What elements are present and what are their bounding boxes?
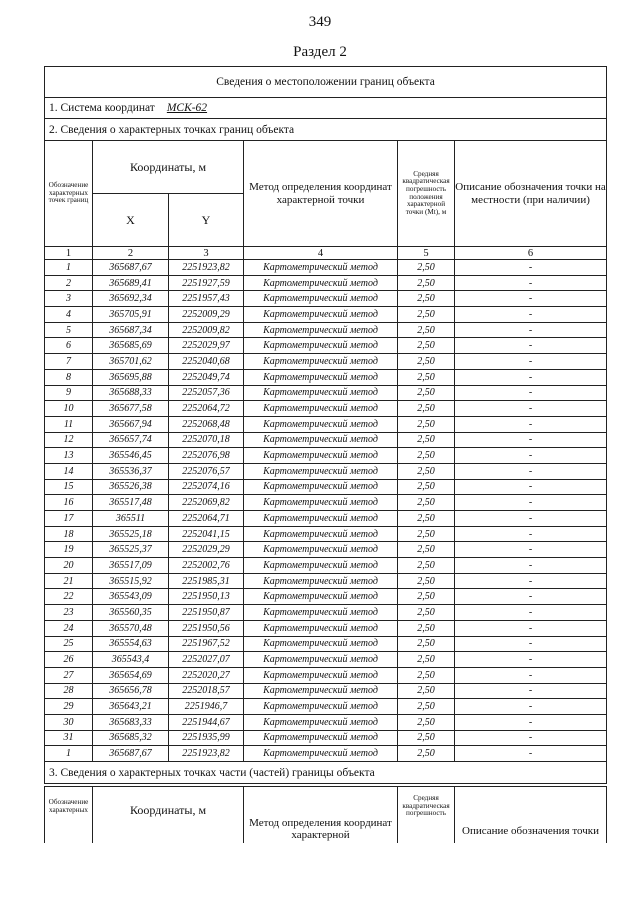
error-cell: 2,50 — [398, 667, 455, 683]
description-cell: - — [455, 463, 607, 479]
description-cell: - — [455, 714, 607, 730]
point-number-cell: 20 — [45, 558, 93, 574]
table-row — [45, 354, 607, 370]
x-coordinate-cell: 365525,18 — [93, 526, 169, 542]
point-number-cell: 5 — [45, 322, 93, 338]
coord-system-label: 1. Система координат — [49, 102, 155, 114]
error-cell: 2,50 — [398, 511, 455, 527]
table-row — [45, 401, 607, 417]
error-cell: 2,50 — [398, 683, 455, 699]
header-coordinates: Координаты, м — [93, 141, 244, 194]
description-cell: - — [455, 432, 607, 448]
description-cell: - — [455, 667, 607, 683]
table-row — [45, 558, 607, 574]
x-coordinate-cell: 365517,09 — [93, 558, 169, 574]
point-number-cell: 9 — [45, 385, 93, 401]
method-cell: Картометрический метод — [244, 354, 398, 370]
x-coordinate-cell: 365554,63 — [93, 636, 169, 652]
coord-system-row — [45, 98, 607, 119]
y-coordinate-cell: 2252068,48 — [169, 416, 244, 432]
table-row — [45, 511, 607, 527]
description-cell: - — [455, 260, 607, 276]
y-coordinate-cell: 2251950,56 — [169, 620, 244, 636]
point-number-cell: 19 — [45, 542, 93, 558]
method-cell: Картометрический метод — [244, 573, 398, 589]
y-coordinate-cell: 2251923,82 — [169, 260, 244, 276]
point-number-cell: 15 — [45, 479, 93, 495]
column-number: 6 — [455, 247, 607, 260]
table-row — [45, 746, 607, 762]
column-numbers-row — [45, 247, 607, 260]
point-number-cell: 23 — [45, 605, 93, 621]
description-cell: - — [455, 589, 607, 605]
point-number-cell: 16 — [45, 495, 93, 511]
column-number: 5 — [398, 247, 455, 260]
x-coordinate-cell: 365688,33 — [93, 385, 169, 401]
point-number-cell: 21 — [45, 573, 93, 589]
x-coordinate-cell: 365546,45 — [93, 448, 169, 464]
point-number-cell: 1 — [45, 746, 93, 762]
description-cell: - — [455, 291, 607, 307]
points-section-title: 2. Сведения о характерных точках границ объекта — [45, 119, 607, 141]
error-cell: 2,50 — [398, 385, 455, 401]
x-coordinate-cell: 365689,41 — [93, 275, 169, 291]
table-row — [45, 699, 607, 715]
description-cell: - — [455, 652, 607, 668]
parts-header-method: Метод определения координат характерной — [244, 787, 398, 843]
y-coordinate-cell: 2252041,15 — [169, 526, 244, 542]
method-cell: Картометрический метод — [244, 260, 398, 276]
error-cell: 2,50 — [398, 652, 455, 668]
method-cell: Картометрический метод — [244, 479, 398, 495]
method-cell: Картометрический метод — [244, 369, 398, 385]
header-error: Средняя квадратическая погрешность положения характерной точки (Mt), м — [398, 141, 455, 247]
table-row — [45, 448, 607, 464]
table-row — [45, 683, 607, 699]
point-number-cell: 28 — [45, 683, 93, 699]
description-cell: - — [455, 495, 607, 511]
point-number-cell: 27 — [45, 667, 93, 683]
point-number-cell: 24 — [45, 620, 93, 636]
error-cell: 2,50 — [398, 620, 455, 636]
y-coordinate-cell: 2252009,82 — [169, 322, 244, 338]
y-coordinate-cell: 2251950,13 — [169, 589, 244, 605]
x-coordinate-cell: 365683,33 — [93, 714, 169, 730]
table-row — [45, 369, 607, 385]
x-coordinate-cell: 365677,58 — [93, 401, 169, 417]
table-row — [45, 667, 607, 683]
table-row — [45, 260, 607, 276]
table-row — [45, 730, 607, 746]
point-number-cell: 17 — [45, 511, 93, 527]
error-cell: 2,50 — [398, 291, 455, 307]
point-number-cell: 3 — [45, 291, 93, 307]
method-cell: Картометрический метод — [244, 683, 398, 699]
table-row — [45, 636, 607, 652]
y-coordinate-cell: 2252057,36 — [169, 385, 244, 401]
table-row — [45, 605, 607, 621]
x-coordinate-cell: 365705,91 — [93, 307, 169, 323]
method-cell: Картометрический метод — [244, 307, 398, 323]
y-coordinate-cell: 2252029,97 — [169, 338, 244, 354]
description-cell: - — [455, 730, 607, 746]
x-coordinate-cell: 365685,69 — [93, 338, 169, 354]
method-cell: Картометрический метод — [244, 463, 398, 479]
y-coordinate-cell: 2251927,59 — [169, 275, 244, 291]
description-cell: - — [455, 542, 607, 558]
description-cell: - — [455, 746, 607, 762]
point-number-cell: 2 — [45, 275, 93, 291]
y-coordinate-cell: 2252070,18 — [169, 432, 244, 448]
parts-header-error: Средняя квадратическая погрешность — [398, 787, 455, 843]
point-number-cell: 10 — [45, 401, 93, 417]
description-cell: - — [455, 636, 607, 652]
y-coordinate-cell: 2252029,29 — [169, 542, 244, 558]
method-cell: Картометрический метод — [244, 385, 398, 401]
error-cell: 2,50 — [398, 542, 455, 558]
point-number-cell: 7 — [45, 354, 93, 370]
boundary-table — [44, 66, 607, 784]
table-title: Сведения о местоположении границ объекта — [45, 67, 607, 98]
y-coordinate-cell: 2251950,87 — [169, 605, 244, 621]
error-cell: 2,50 — [398, 432, 455, 448]
method-cell: Картометрический метод — [244, 605, 398, 621]
x-coordinate-cell: 365643,21 — [93, 699, 169, 715]
error-cell: 2,50 — [398, 589, 455, 605]
description-cell: - — [455, 369, 607, 385]
table-row — [45, 495, 607, 511]
table-row — [45, 416, 607, 432]
error-cell: 2,50 — [398, 448, 455, 464]
x-coordinate-cell: 365695,88 — [93, 369, 169, 385]
method-cell: Картометрический метод — [244, 667, 398, 683]
method-cell: Картометрический метод — [244, 495, 398, 511]
x-coordinate-cell: 365687,67 — [93, 746, 169, 762]
error-cell: 2,50 — [398, 526, 455, 542]
point-number-cell: 31 — [45, 730, 93, 746]
point-number-cell: 25 — [45, 636, 93, 652]
y-coordinate-cell: 2251935,99 — [169, 730, 244, 746]
method-cell: Картометрический метод — [244, 589, 398, 605]
x-coordinate-cell: 365560,35 — [93, 605, 169, 621]
parts-header-point-designation: Обозначение характерных — [45, 787, 93, 843]
point-number-cell: 29 — [45, 699, 93, 715]
table-row — [45, 463, 607, 479]
y-coordinate-cell: 2252076,57 — [169, 463, 244, 479]
y-coordinate-cell: 2252069,82 — [169, 495, 244, 511]
description-cell: - — [455, 511, 607, 527]
method-cell: Картометрический метод — [244, 401, 398, 417]
method-cell: Картометрический метод — [244, 291, 398, 307]
y-coordinate-cell: 2252040,68 — [169, 354, 244, 370]
y-coordinate-cell: 2252009,29 — [169, 307, 244, 323]
x-coordinate-cell: 365701,62 — [93, 354, 169, 370]
header-description: Описание обозначения точки на местности (при наличии) — [455, 141, 607, 247]
y-coordinate-cell: 2252027,07 — [169, 652, 244, 668]
method-cell: Картометрический метод — [244, 620, 398, 636]
method-cell: Картометрический метод — [244, 511, 398, 527]
y-coordinate-cell: 2252074,16 — [169, 479, 244, 495]
point-number-cell: 26 — [45, 652, 93, 668]
table-row — [45, 589, 607, 605]
parts-table — [44, 786, 607, 843]
y-coordinate-cell: 2252020,27 — [169, 667, 244, 683]
error-cell: 2,50 — [398, 401, 455, 417]
y-coordinate-cell: 2252018,57 — [169, 683, 244, 699]
error-cell: 2,50 — [398, 636, 455, 652]
x-coordinate-cell: 365654,69 — [93, 667, 169, 683]
y-coordinate-cell: 2251946,7 — [169, 699, 244, 715]
method-cell: Картометрический метод — [244, 432, 398, 448]
description-cell: - — [455, 479, 607, 495]
x-coordinate-cell: 365543,4 — [93, 652, 169, 668]
method-cell: Картометрический метод — [244, 275, 398, 291]
column-number: 2 — [93, 247, 169, 260]
y-coordinate-cell: 2252002,76 — [169, 558, 244, 574]
description-cell: - — [455, 307, 607, 323]
error-cell: 2,50 — [398, 714, 455, 730]
method-cell: Картометрический метод — [244, 636, 398, 652]
header-point-designation: Обозначение характерных точек границ — [45, 141, 93, 247]
method-cell: Картометрический метод — [244, 746, 398, 762]
point-number-cell: 12 — [45, 432, 93, 448]
x-coordinate-cell: 365517,48 — [93, 495, 169, 511]
description-cell: - — [455, 683, 607, 699]
y-coordinate-cell: 2251944,67 — [169, 714, 244, 730]
x-coordinate-cell: 365685,32 — [93, 730, 169, 746]
description-cell: - — [455, 401, 607, 417]
x-coordinate-cell: 365525,37 — [93, 542, 169, 558]
x-coordinate-cell: 365543,09 — [93, 589, 169, 605]
description-cell: - — [455, 385, 607, 401]
description-cell: - — [455, 338, 607, 354]
y-coordinate-cell: 2251923,82 — [169, 746, 244, 762]
error-cell: 2,50 — [398, 260, 455, 276]
error-cell: 2,50 — [398, 699, 455, 715]
error-cell: 2,50 — [398, 573, 455, 589]
method-cell: Картометрический метод — [244, 558, 398, 574]
description-cell: - — [455, 605, 607, 621]
table-row — [45, 479, 607, 495]
column-number: 4 — [244, 247, 398, 260]
error-cell: 2,50 — [398, 746, 455, 762]
description-cell: - — [455, 620, 607, 636]
y-coordinate-cell: 2251967,52 — [169, 636, 244, 652]
point-number-cell: 22 — [45, 589, 93, 605]
method-cell: Картометрический метод — [244, 714, 398, 730]
method-cell: Картометрический метод — [244, 526, 398, 542]
table-row — [45, 338, 607, 354]
point-number-cell: 6 — [45, 338, 93, 354]
parts-header-coordinates: Координаты, м — [93, 787, 244, 843]
table-row — [45, 652, 607, 668]
x-coordinate-cell: 365656,78 — [93, 683, 169, 699]
x-coordinate-cell: 365511 — [93, 511, 169, 527]
method-cell: Картометрический метод — [244, 416, 398, 432]
table-row — [45, 432, 607, 448]
coord-system-value: МСК-62 — [166, 102, 208, 114]
x-coordinate-cell: 365570,48 — [93, 620, 169, 636]
table-row — [45, 573, 607, 589]
x-coordinate-cell: 365692,34 — [93, 291, 169, 307]
method-cell: Картометрический метод — [244, 652, 398, 668]
table-row — [45, 526, 607, 542]
table-row — [45, 714, 607, 730]
error-cell: 2,50 — [398, 275, 455, 291]
error-cell: 2,50 — [398, 479, 455, 495]
x-coordinate-cell: 365536,37 — [93, 463, 169, 479]
error-cell: 2,50 — [398, 416, 455, 432]
y-coordinate-cell: 2252064,72 — [169, 401, 244, 417]
table-row — [45, 542, 607, 558]
point-number-cell: 13 — [45, 448, 93, 464]
method-cell: Картометрический метод — [244, 730, 398, 746]
description-cell: - — [455, 448, 607, 464]
point-number-cell: 14 — [45, 463, 93, 479]
column-number: 3 — [169, 247, 244, 260]
error-cell: 2,50 — [398, 338, 455, 354]
description-cell: - — [455, 416, 607, 432]
page-number: 349 — [308, 14, 332, 30]
method-cell: Картометрический метод — [244, 699, 398, 715]
error-cell: 2,50 — [398, 307, 455, 323]
table-row — [45, 322, 607, 338]
point-number-cell: 11 — [45, 416, 93, 432]
x-coordinate-cell: 365667,94 — [93, 416, 169, 432]
method-cell: Картометрический метод — [244, 542, 398, 558]
header-y: Y — [169, 194, 244, 247]
header-x: X — [93, 194, 169, 247]
x-coordinate-cell: 365687,67 — [93, 260, 169, 276]
x-coordinate-cell: 365526,38 — [93, 479, 169, 495]
error-cell: 2,50 — [398, 558, 455, 574]
point-number-cell: 4 — [45, 307, 93, 323]
description-cell: - — [455, 275, 607, 291]
description-cell: - — [455, 558, 607, 574]
error-cell: 2,50 — [398, 605, 455, 621]
y-coordinate-cell: 2252049,74 — [169, 369, 244, 385]
table-row — [45, 620, 607, 636]
description-cell: - — [455, 526, 607, 542]
y-coordinate-cell: 2251985,31 — [169, 573, 244, 589]
table-row — [45, 291, 607, 307]
description-cell: - — [455, 573, 607, 589]
table-row — [45, 275, 607, 291]
point-number-cell: 1 — [45, 260, 93, 276]
description-cell: - — [455, 699, 607, 715]
error-cell: 2,50 — [398, 369, 455, 385]
point-number-cell: 18 — [45, 526, 93, 542]
description-cell: - — [455, 354, 607, 370]
error-cell: 2,50 — [398, 495, 455, 511]
y-coordinate-cell: 2252076,98 — [169, 448, 244, 464]
parts-header-description: Описание обозначения точки — [455, 787, 607, 843]
error-cell: 2,50 — [398, 730, 455, 746]
y-coordinate-cell: 2252064,71 — [169, 511, 244, 527]
header-method: Метод определения координат характерной точки — [244, 141, 398, 247]
table-row — [45, 385, 607, 401]
description-cell: - — [455, 322, 607, 338]
x-coordinate-cell: 365687,34 — [93, 322, 169, 338]
error-cell: 2,50 — [398, 322, 455, 338]
parts-section-title: 3. Сведения о характерных точках части (частей) границы объекта — [45, 762, 607, 784]
y-coordinate-cell: 2251957,43 — [169, 291, 244, 307]
method-cell: Картометрический метод — [244, 448, 398, 464]
method-cell: Картометрический метод — [244, 322, 398, 338]
x-coordinate-cell: 365515,92 — [93, 573, 169, 589]
column-number: 1 — [45, 247, 93, 260]
error-cell: 2,50 — [398, 463, 455, 479]
point-number-cell: 8 — [45, 369, 93, 385]
method-cell: Картометрический метод — [244, 338, 398, 354]
x-coordinate-cell: 365657,74 — [93, 432, 169, 448]
error-cell: 2,50 — [398, 354, 455, 370]
section-title: Раздел 2 — [293, 44, 347, 60]
table-row — [45, 307, 607, 323]
point-number-cell: 30 — [45, 714, 93, 730]
